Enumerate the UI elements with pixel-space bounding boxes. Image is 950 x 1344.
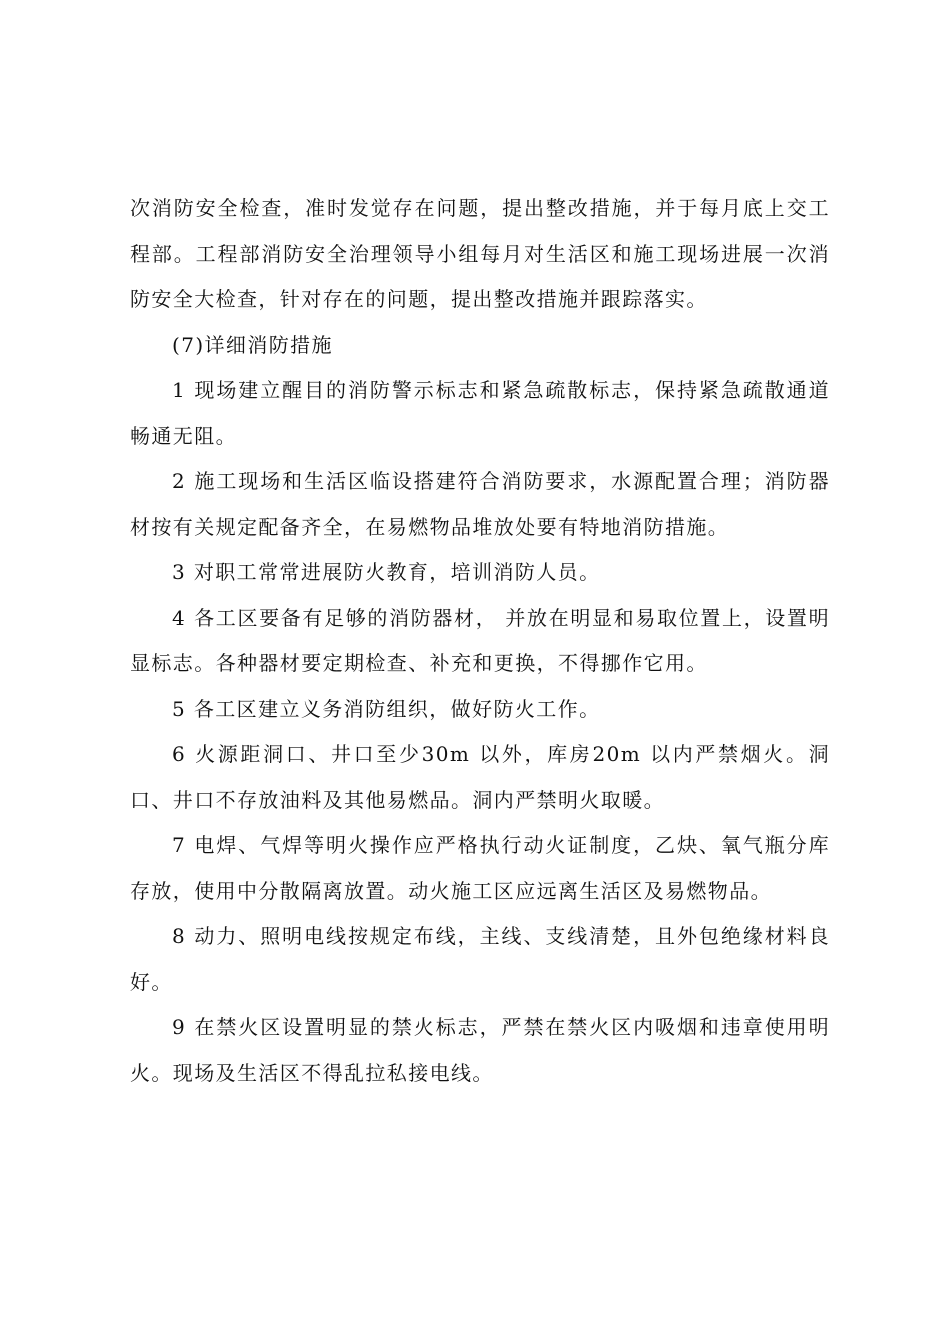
paragraph-item-4: 4 各工区要备有足够的消防器材， 并放在明显和易取位置上，设置明显标志。各种器材要定期检查、补充和更换，不得挪作它用。 — [130, 605, 830, 675]
paragraph-item-1: 1 现场建立醒目的消防警示标志和紧急疏散标志，保持紧急疏散通道畅通无阻。 — [130, 378, 830, 448]
paragraph-item-8: 8 动力、照明电线按规定布线，主线、支线清楚，且外包绝缘材料良好。 — [130, 924, 830, 994]
paragraph-item-6: 6 火源距洞口、井口至少30m 以外，库房20m 以内严禁烟火。洞口、井口不存放油料及其他易燃品。洞内严禁明火取暖。 — [130, 742, 830, 812]
paragraph-item-9: 9 在禁火区设置明显的禁火标志，严禁在禁火区内吸烟和违章使用明火。现场及生活区不得乱拉私接电线。 — [130, 1015, 830, 1085]
paragraph-item-2: 2 施工现场和生活区临设搭建符合消防要求，水源配置合理；消防器材按有关规定配备齐全，在易燃物品堆放处要有特地消防措施。 — [130, 469, 830, 539]
paragraph-item-7: 7 电焊、气焊等明火操作应严格执行动火证制度，乙炔、氧气瓶分库存放，使用中分散隔离放置。动火施工区应远离生活区及易燃物品。 — [130, 833, 830, 903]
document-body — [130, 186, 830, 1096]
paragraph-item-5: 5 各工区建立义务消防组织，做好防火工作。 — [172, 696, 601, 721]
paragraph-item-3: 3 对职工常常进展防火教育，培训消防人员。 — [172, 560, 601, 584]
paragraph-continuation: 次消防安全检查，准时发觉存在问题，提出整改措施，并于每月底上交工程部。工程部消防安全治理领导小组每月对生活区和施工现场进展一次消防安全大检查，针对存在的问题，提出整改措施并跟踪落实。 — [130, 196, 830, 311]
section-heading: (7)详细消防措施 — [172, 332, 333, 357]
